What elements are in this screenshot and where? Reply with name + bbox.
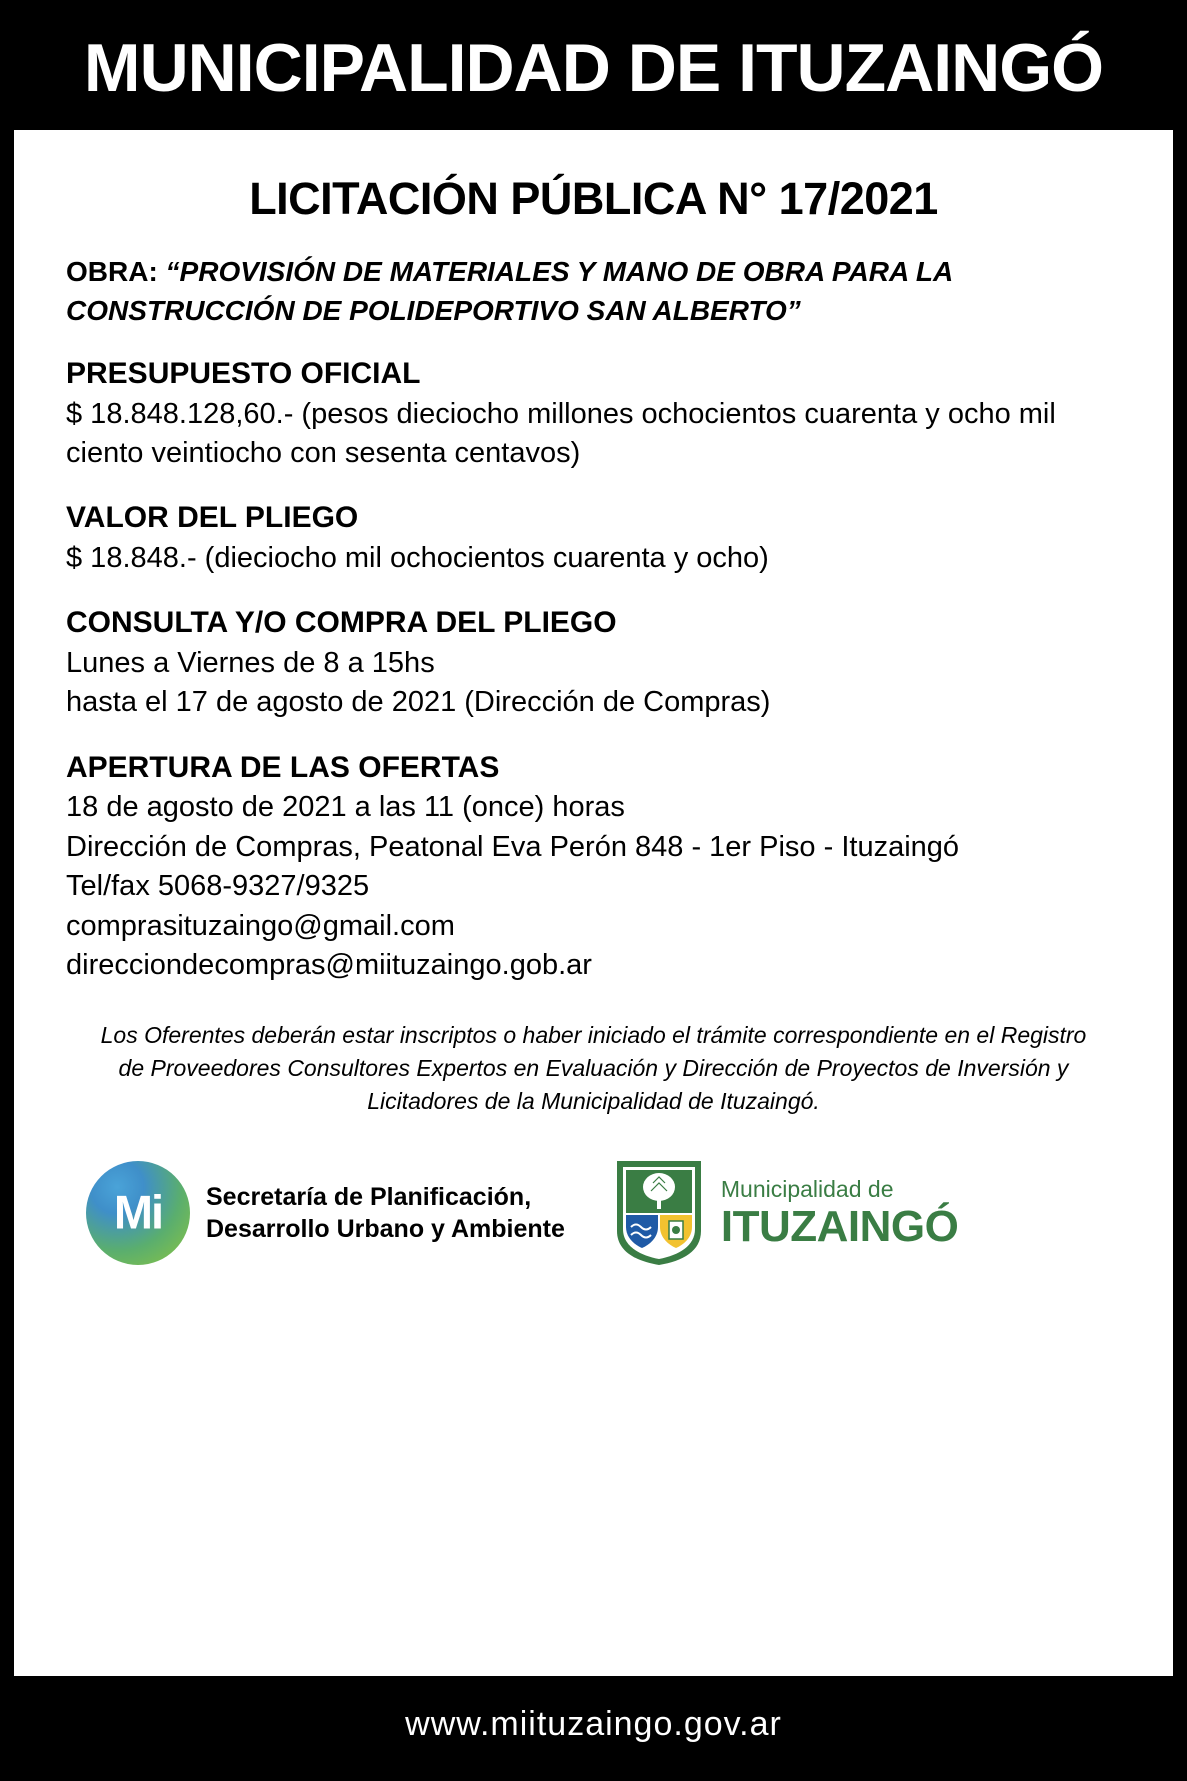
website-url[interactable]: www.miituzaingo.gov.ar bbox=[405, 1704, 782, 1743]
obra-line bbox=[66, 252, 1121, 332]
section-line: Tel/fax 5068-9327/9325 bbox=[66, 870, 370, 903]
obra-text: “PROVISIÓN DE MATERIALES Y MANO DE OBRA PARA LA CONSTRUCCIÓN DE POLIDEPORTIVO SAN ALBERTO” bbox=[66, 255, 953, 327]
section-heading: CONSULTA Y/O COMPRA DEL PLIEGO bbox=[66, 606, 617, 640]
section-heading: PRESUPUESTO OFICIAL bbox=[66, 357, 421, 390]
header-band bbox=[14, 14, 1173, 122]
mi-circle-logo-icon bbox=[86, 1161, 190, 1265]
municipalidad-logo-group bbox=[613, 1157, 958, 1269]
legal-note: Los Oferentes deberán estar inscriptos o haber iniciado el trámite correspondiente en el Registro de Proveedores Consultores Expertos en Evaluación y Dirección de Proyectos de Inversión y Licitadores de la Municipalidad de Ituzaingó. bbox=[100, 1022, 1087, 1114]
municipalidad-text bbox=[720, 1175, 959, 1251]
section-line: 18 de agosto de 2021 a las 11 (once) horas bbox=[66, 791, 625, 824]
mi-monogram: Mi bbox=[113, 1185, 163, 1239]
coat-of-arms-shield-icon bbox=[613, 1157, 705, 1269]
footer-band bbox=[14, 1676, 1173, 1772]
contact-email-municipal[interactable]: direcciondecompras@miituzaingo.gob.ar bbox=[66, 948, 592, 981]
page-title: MUNICIPALIDAD DE ITUZAINGÓ bbox=[83, 30, 1104, 106]
section-valor-pliego bbox=[66, 499, 1121, 578]
section-line: hasta el 17 de agosto de 2021 (Dirección de Compras) bbox=[66, 686, 771, 719]
section-apertura-ofertas bbox=[66, 749, 1121, 986]
document-title: LICITACIÓN PÚBLICA N° 17/2021 bbox=[249, 173, 938, 224]
section-consulta-compra bbox=[66, 604, 1121, 722]
secretaria-line-2: Desarrollo Urbano y Ambiente bbox=[206, 1215, 565, 1244]
section-line: Lunes a Viernes de 8 a 15hs bbox=[66, 646, 435, 679]
section-presupuesto bbox=[66, 355, 1121, 473]
logo-row bbox=[66, 1157, 1121, 1269]
section-line: $ 18.848.128,60.- (pesos dieciocho millones ochocientos cuarenta y ocho mil ciento veintiocho con sesenta centavos) bbox=[66, 397, 1056, 469]
section-line: Dirección de Compras, Peatonal Eva Perón 848 - 1er Piso - Ituzaingó bbox=[66, 830, 960, 863]
secretaria-logo-group bbox=[86, 1161, 565, 1265]
section-heading: VALOR DEL PLIEGO bbox=[66, 501, 359, 535]
obra-label: OBRA: bbox=[66, 255, 158, 287]
secretaria-line-1: Secretaría de Planificación, bbox=[206, 1183, 532, 1212]
document-body bbox=[14, 130, 1173, 1676]
contact-email-gmail[interactable]: comprasituzaingo@gmail.com bbox=[66, 909, 455, 942]
municipalidad-small-label: Municipalidad de bbox=[720, 1175, 894, 1202]
secretaria-text bbox=[206, 1181, 565, 1245]
section-line: $ 18.848.- (dieciocho mil ochocientos cuarenta y ocho) bbox=[66, 541, 769, 574]
municipalidad-big-label: ITUZAINGÓ bbox=[720, 1201, 959, 1251]
section-heading: APERTURA DE LAS OFERTAS bbox=[66, 750, 500, 784]
